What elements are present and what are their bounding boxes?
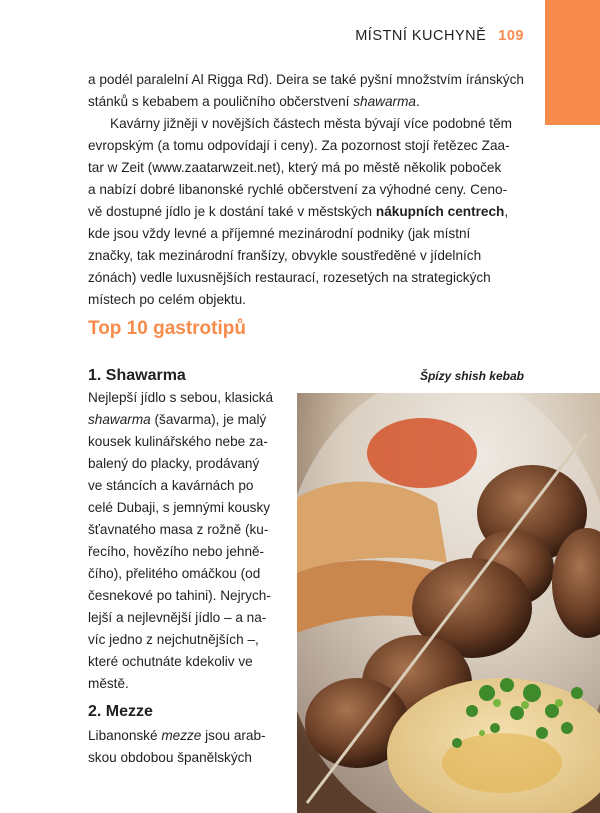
kebab-photo	[297, 393, 600, 813]
item-heading-shawarma: 1. Shawarma	[88, 367, 186, 384]
text-line: kousek kulinářského nebe za-	[88, 434, 268, 449]
text-line: které ochutnáte kdekoliv ve	[88, 654, 253, 669]
item-heading-mezze: 2. Mezze	[88, 703, 153, 720]
text-run: .	[415, 94, 420, 109]
text-run: vě dostupné jídlo je k dostání také v městských	[88, 204, 376, 219]
emphasis: shawarma	[353, 94, 416, 109]
text-line: evropským (a tomu odpovídají i ceny). Za pozornost stojí řetězec Zaa-	[88, 138, 510, 153]
text-line	[88, 201, 524, 223]
cafes-paragraph	[88, 113, 524, 311]
text-line: zónách) vedle luxusnějších restaurací, rozesetých na strategických	[88, 270, 491, 285]
intro-paragraph	[88, 69, 524, 113]
text-run: (šavarma), je malý	[150, 412, 267, 427]
text-line: šťavnatého masa z rožně (ku-	[88, 522, 269, 537]
text-run: a podél paralelní Al Rigga Rd). Deira se také pyšní množstvím íránských	[88, 72, 524, 87]
text-run: jsou arab-	[201, 728, 266, 743]
text-line: kde jsou vždy levné a příjemné mezinárodní podniky (jak místní	[88, 226, 471, 241]
text-line: skou obdobou španělských	[88, 750, 252, 765]
text-line: tar w Zeit (www.zaatarwzeit.net), který má po městě několik poboček	[88, 160, 502, 175]
text-line: značky, tak mezinárodní franšízy, obvykle soustředěné v jídelních	[88, 248, 482, 263]
text-run: stánků s kebabem a pouličního občerstvení	[88, 94, 354, 109]
text-line: řecího, hovězího nebo jehně-	[88, 544, 265, 559]
text-line	[88, 91, 524, 113]
highlight-bold: nákupních centrech	[375, 204, 505, 219]
text-line: víc jedno z nejchutnějších –,	[88, 632, 259, 647]
text-run: ,	[504, 204, 509, 219]
chapter-tab	[545, 0, 600, 125]
text-line: balený do placky, prodávaný	[88, 456, 260, 471]
text-line	[88, 409, 277, 431]
text-line: a nabízí dobré libanonské rychlé občerstvení za výhodné ceny. Ceno-	[88, 182, 508, 197]
mezze-text	[88, 725, 277, 769]
text-line	[88, 69, 524, 91]
text-line: městě.	[88, 676, 129, 691]
page-number: 109	[498, 28, 524, 44]
section-title: Top 10 gastrotipů	[88, 318, 246, 339]
text-line: čího), přelitého omáčkou (od	[88, 566, 261, 581]
text-line: česnekové po tahini). Nejrych-	[88, 588, 271, 603]
text-line: Kavárny jižněji v novějších částech města bývají více podobné těm	[110, 116, 512, 131]
text-line: místech po celém objektu.	[88, 292, 246, 307]
text-line: celé Dubaji, s jemnými kousky	[88, 500, 271, 515]
kebab-illustration	[297, 393, 600, 813]
chapter-title: MÍSTNÍ KUCHYNĚ	[355, 28, 487, 44]
text-line	[88, 725, 277, 747]
text-run: Libanonské	[88, 728, 162, 743]
photo-caption: Špízy shish kebab	[419, 369, 524, 383]
running-header	[355, 28, 524, 44]
shawarma-text	[88, 387, 277, 695]
text-line: ve stáncích a kavárnách po	[88, 478, 254, 493]
text-line: Nejlepší jídlo s sebou, klasická	[88, 390, 274, 405]
text-line: lejší a nejlevnější jídlo – a na-	[88, 610, 267, 625]
emphasis: shawarma	[88, 412, 151, 427]
emphasis: mezze	[161, 728, 202, 743]
